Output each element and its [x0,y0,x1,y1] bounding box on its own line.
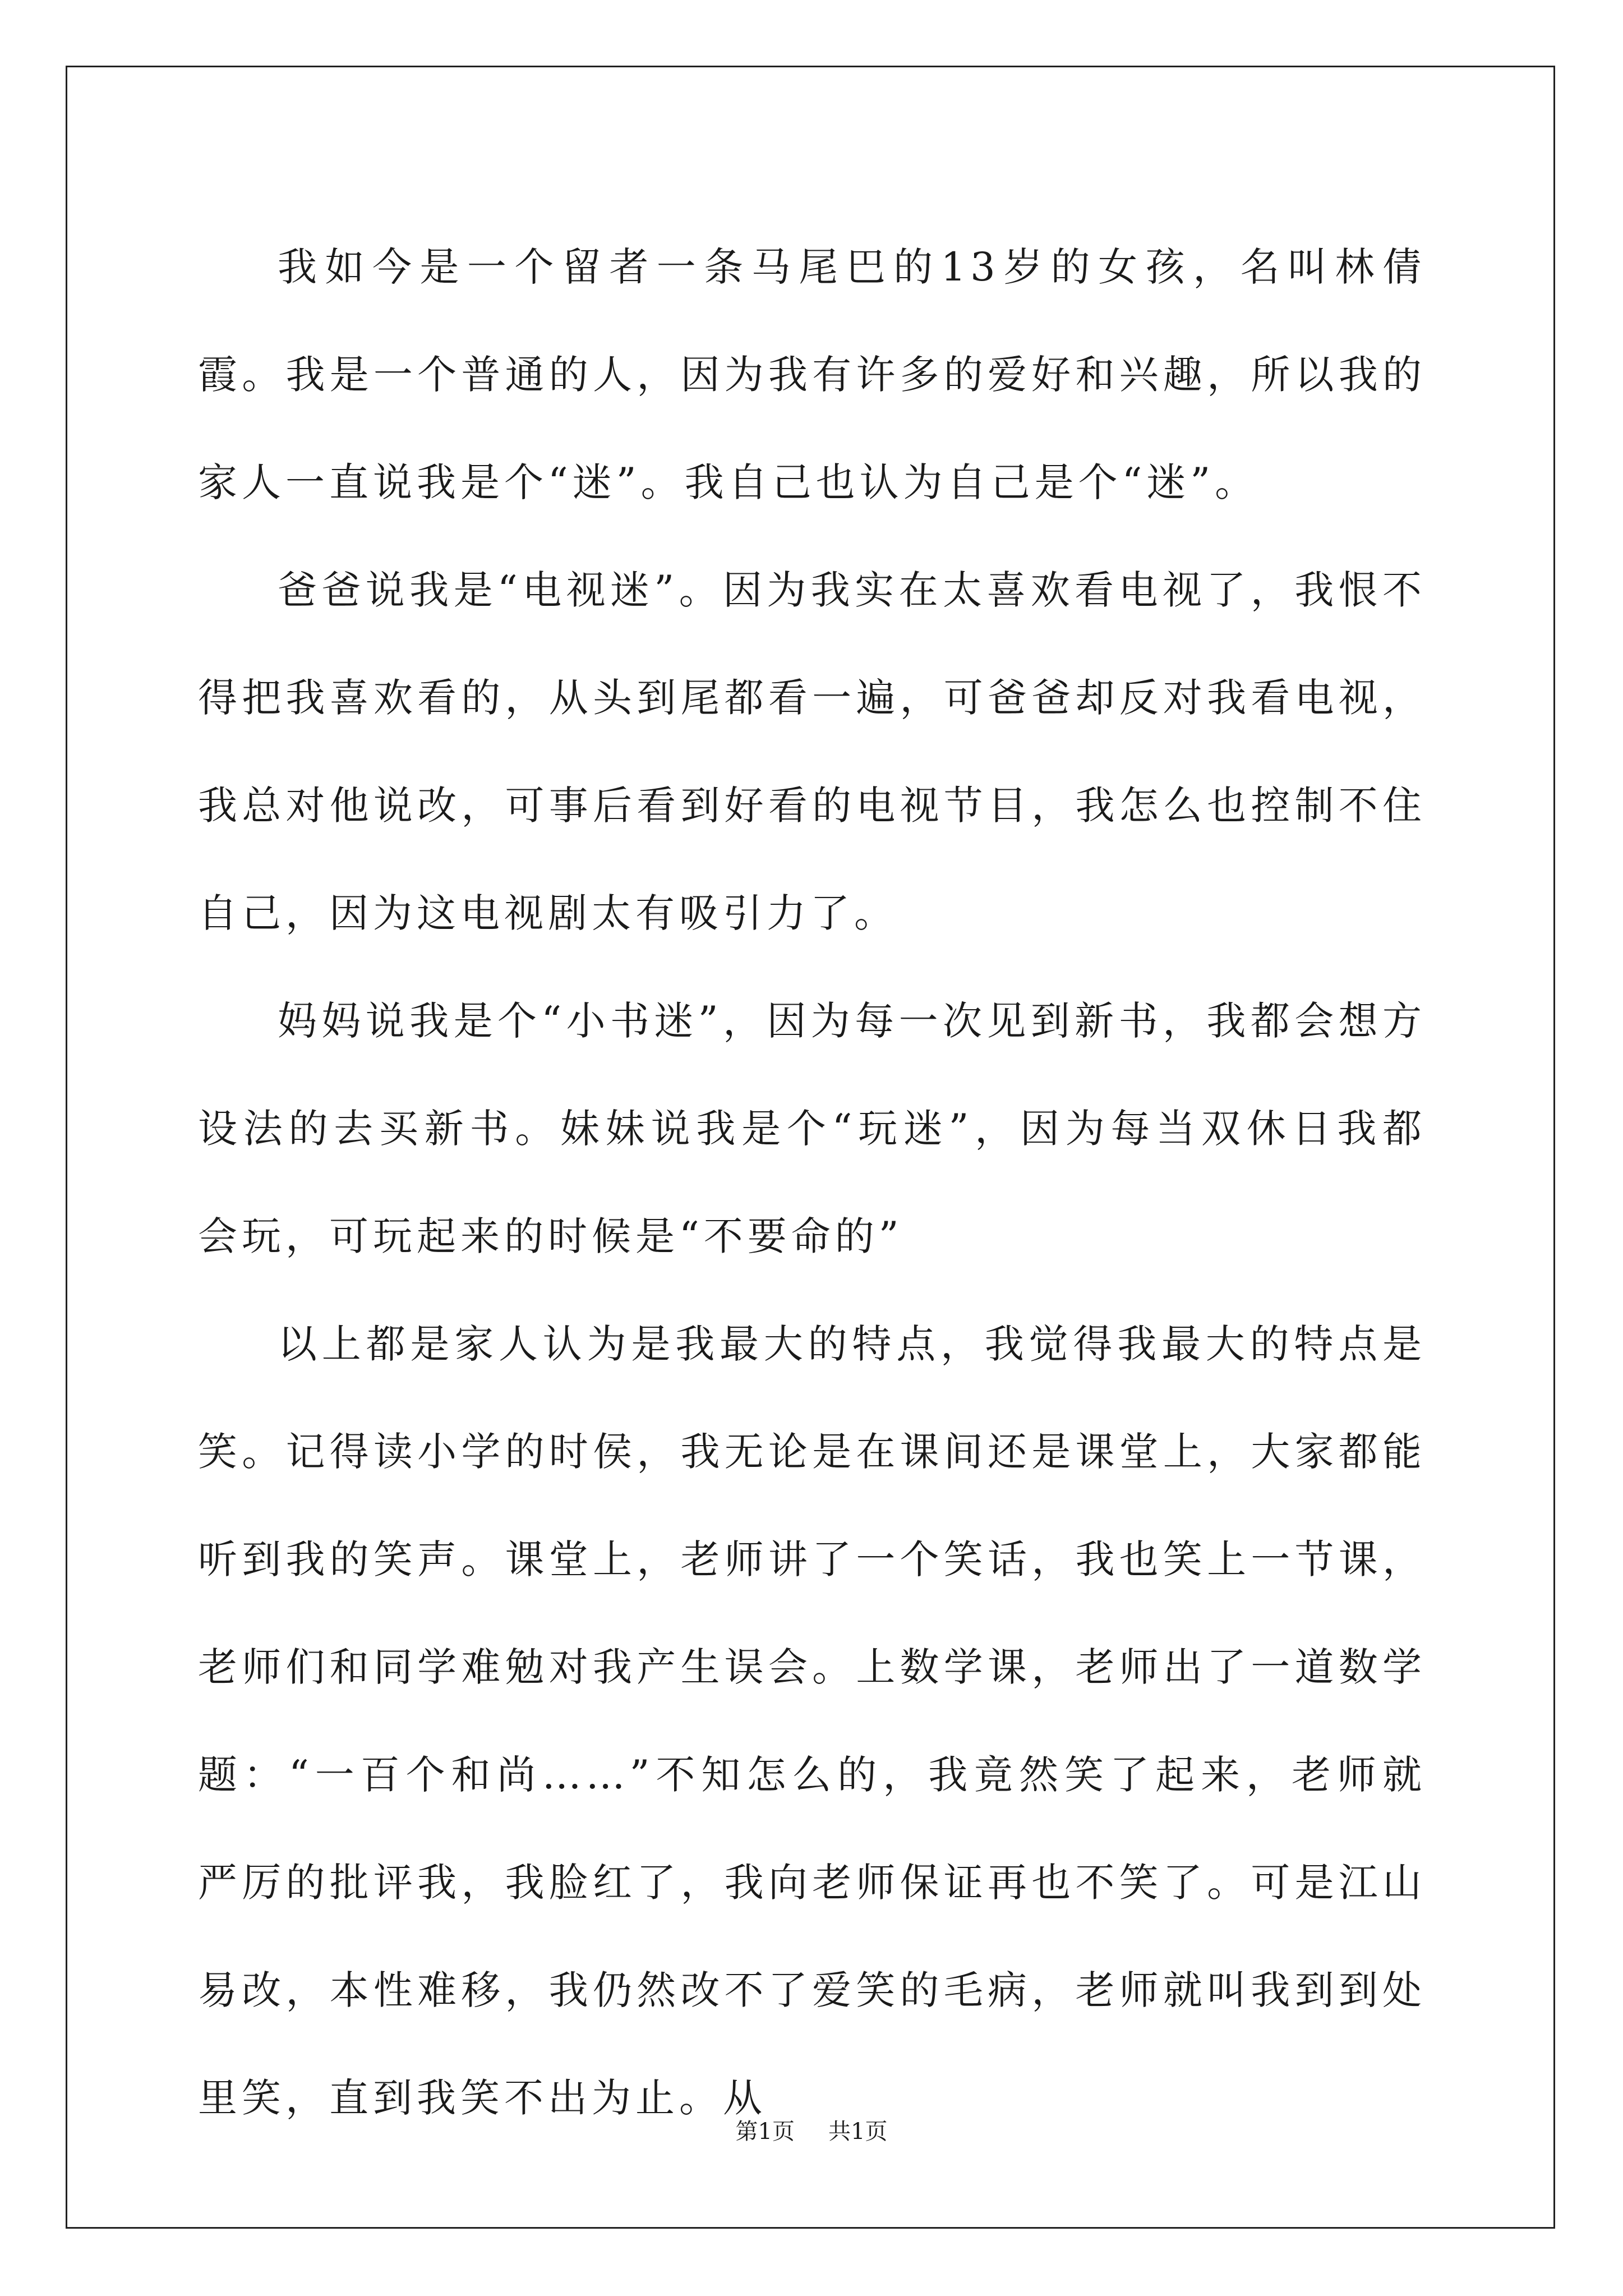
document-body [198,213,1426,2152]
page-footer [0,2116,1623,2147]
paragraph-3: 妈妈说我是个“小书迷”，因为每一次见到新书，我都会想方设法的去买新书。妹妹说我是个“玩迷”，因为每当双休日我都会玩，可玩起来的时候是“不要命的” [198,998,1426,1259]
paragraph-4: 以上都是家人认为是我最大的特点，我觉得我最大的特点是笑。记得读小学的时侯，我无论是在课间还是课堂上，大家都能听到我的笑声。课堂上，老师讲了一个笑话，我也笑上一节课，老师们和同学难勉对我产生误会。上数学课，老师出了一道数学题：“一百个和尚……”不知怎么的，我竟然笑了起来，老师就严厉的批评我，我脸红了，我向老师保证再也不笑了。可是江山易改，本性难移，我仍然改不了爱笑的毛病，老师就叫我到到处里笑，直到我笑不出为止。从 [198,1321,1426,2121]
paragraph-2: 爸爸说我是“电视迷”。因为我实在太喜欢看电视了，我恨不得把我喜欢看的，从头到尾都看一遍，可爸爸却反对我看电视，我总对他说改，可事后看到好看的电视节目，我怎么也控制不住自己，因为这电视剧太有吸引力了。 [198,567,1426,936]
paragraph-1: 我如今是一个留者一条马尾巴的13岁的女孩，名叫林倩霞。我是一个普通的人，因为我有许多的爱好和兴趣，所以我的家人一直说我是个“迷”。我自己也认为自己是个“迷”。 [198,244,1426,505]
page-number: 第1页 [735,2119,795,2145]
page-total: 共1页 [828,2119,888,2145]
